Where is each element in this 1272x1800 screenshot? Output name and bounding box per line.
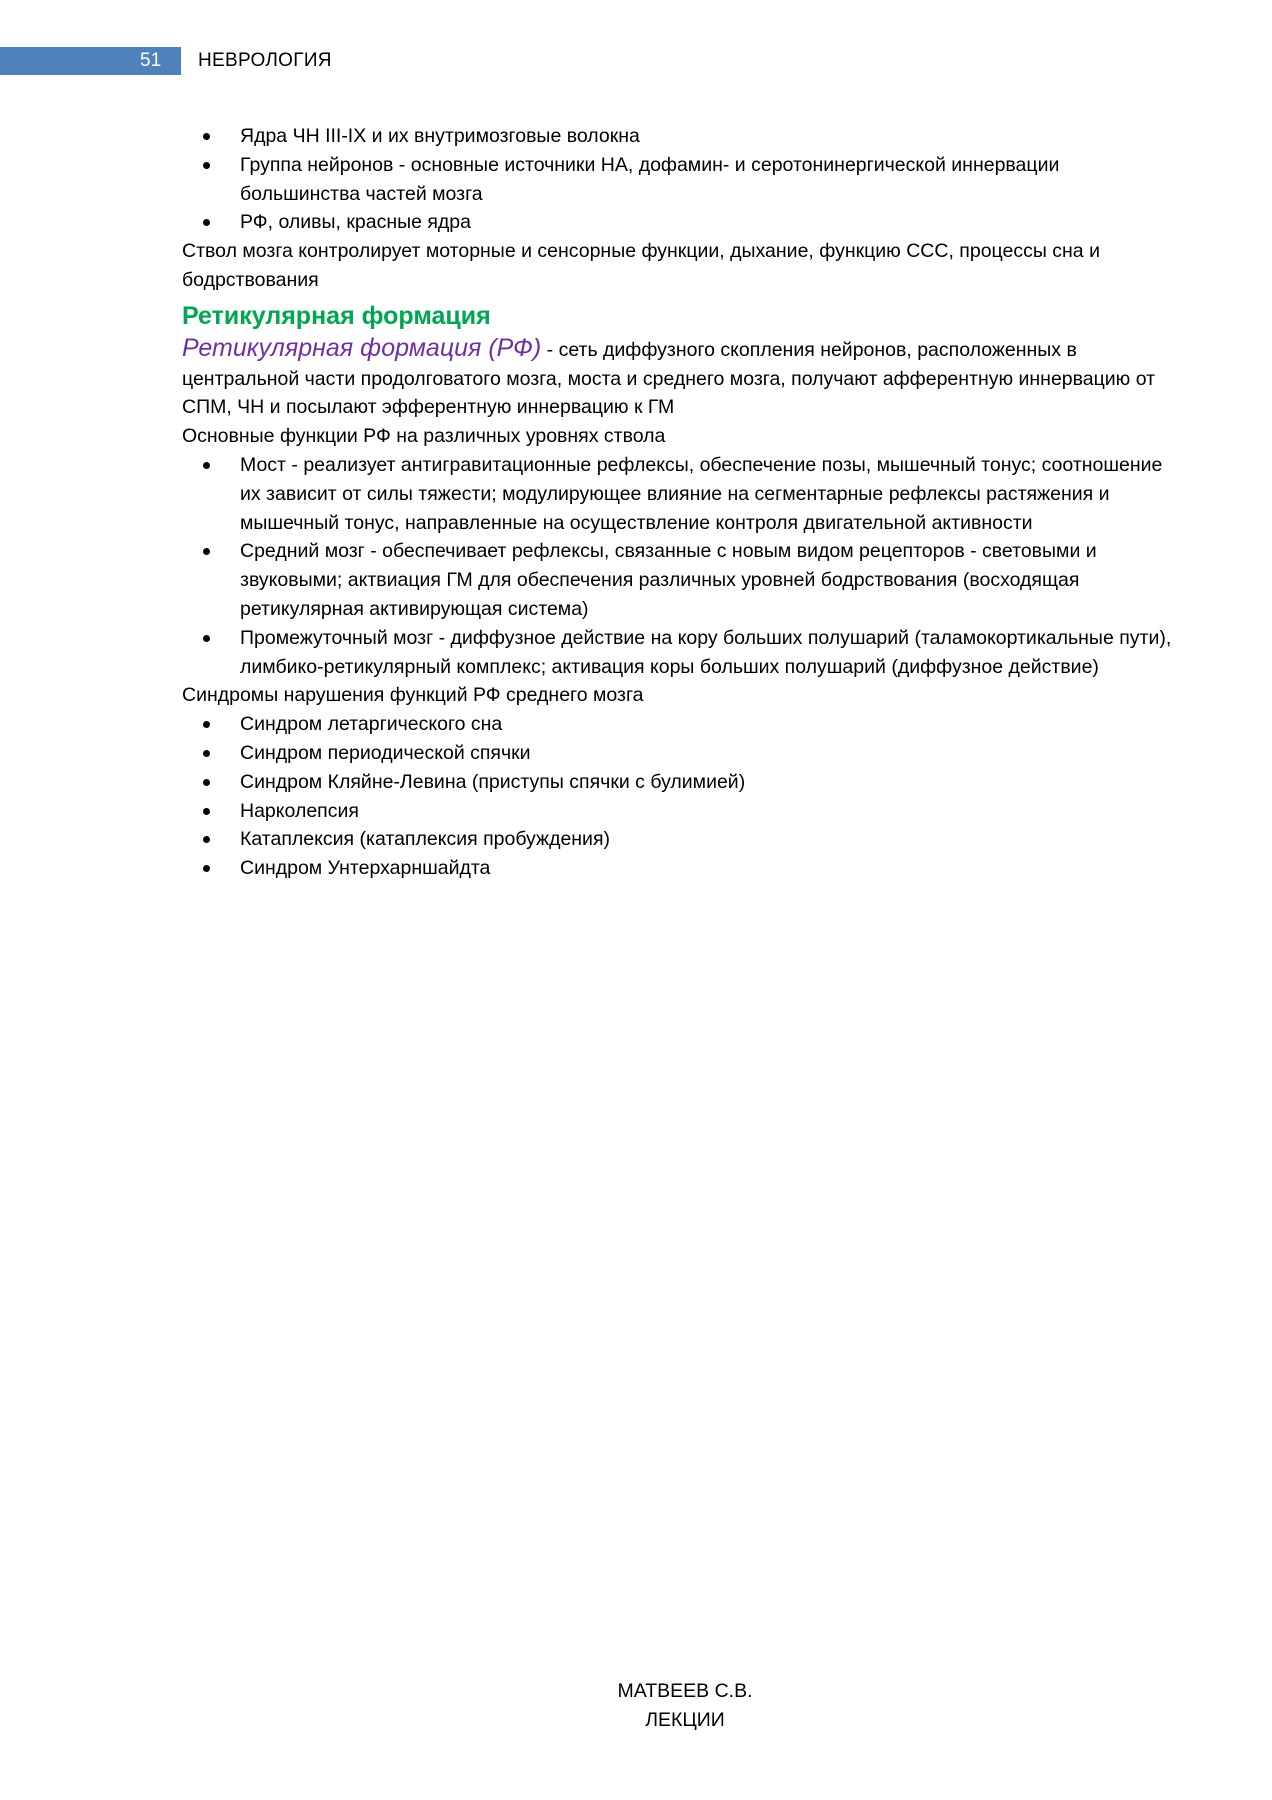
list-item: Синдром летаргического сна: [240, 710, 1182, 739]
definition-text: - сеть диффузного скопления нейронов, расположенных в центральной части продолговатого мозга, моста и среднего мозга, получают афферентную иннервацию от СПМ, ЧН и посылают эфферентную иннервацию к ГМ: [182, 338, 1156, 419]
list-item: Синдром периодической спячки: [240, 739, 1182, 768]
page-content: [182, 122, 1182, 883]
paragraph-rf-functions-intro: Основные функции РФ на различных уровнях ствола: [182, 425, 666, 448]
list-item: Нарколепсия: [240, 797, 1182, 826]
footer-author: МАТВЕЕВ С.В.: [617, 1680, 753, 1702]
page-number: 51: [140, 50, 162, 71]
defined-term: Ретикулярная формация (РФ): [182, 333, 542, 362]
running-header-title: НЕВРОЛОГИЯ: [198, 50, 332, 71]
bullet-list-brainstem-structures: [182, 122, 1182, 237]
list-item: Катаплексия (катаплексия пробуждения): [240, 825, 1182, 854]
page-footer: [560, 1677, 810, 1735]
list-item: Синдром Кляйне-Левина (приступы спячки с булимией): [240, 768, 1182, 797]
paragraph-syndromes-intro: Синдромы нарушения функций РФ среднего мозга: [182, 684, 644, 707]
section-heading: Ретикулярная формация: [182, 301, 491, 330]
list-item: РФ, оливы, красные ядра: [240, 208, 1182, 237]
list-item: Промежуточный мозг - диффузное действие на кору больших полушарий (таламокортикальные пути), лимбико-ретикулярный комплекс; активация коры больших полушарий (диффузное действие): [240, 624, 1182, 682]
list-item: Мост - реализует антигравитационные рефлексы, обеспечение позы, мышечный тонус; соотношение их зависит от силы тяжести; модулирующее влияние на сегментарные рефлексы растяжения и мышечный тонус, направленные на осуществление контроля двигательной активности: [240, 451, 1182, 537]
list-item: Средний мозг - обеспечивает рефлексы, связанные с новым видом рецепторов - световыми и звуковыми; актвиация ГМ для обеспечения различных уровней бодрствования (восходящая ретикулярная активирующая система): [240, 537, 1182, 623]
bullet-list-syndromes: [182, 710, 1182, 883]
footer-subtitle: ЛЕКЦИИ: [645, 1709, 725, 1731]
definition-paragraph: [182, 332, 1182, 422]
bullet-list-rf-functions: [182, 451, 1182, 681]
list-item: Синдром Унтерхарншайдта: [240, 854, 1182, 883]
list-item: Ядра ЧН III-IX и их внутримозговые волокна: [240, 122, 1182, 151]
list-item: Группа нейронов - основные источники НА, дофамин- и серотонинергической иннервации большинства частей мозга: [240, 151, 1182, 209]
paragraph-brainstem-functions: Ствол мозга контролирует моторные и сенсорные функции, дыхание, функцию ССС, процессы сна и бодрствования: [182, 240, 1100, 291]
